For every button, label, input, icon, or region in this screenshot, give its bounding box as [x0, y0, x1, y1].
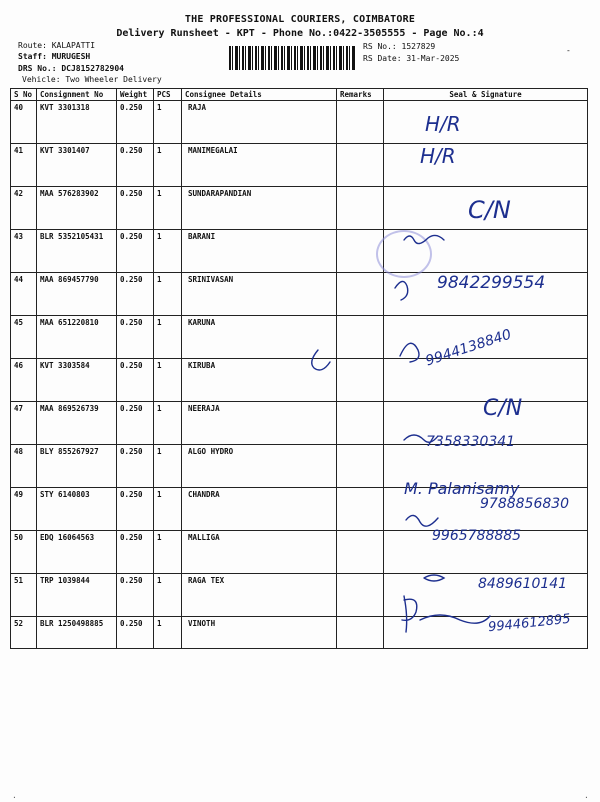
cell-pcs: 1 [154, 402, 182, 445]
rs-number: RS No.: 1527829 [363, 42, 436, 51]
cell-consignment-no: KVT 3303584 [37, 359, 117, 402]
cell-weight: 0.250 [117, 574, 154, 617]
cell-consignment-no: MAA 576283902 [37, 187, 117, 230]
cell-weight: 0.250 [117, 445, 154, 488]
cell-sno: 43 [11, 230, 37, 273]
cell-pcs: 1 [154, 359, 182, 402]
cell-consignee: KARUNA [182, 316, 337, 359]
cell-weight: 0.250 [117, 144, 154, 187]
signature-48 [404, 435, 438, 442]
cell-weight: 0.250 [117, 101, 154, 144]
cell-consignee: ALGO HYDRO [182, 445, 337, 488]
handwriting-name-49: M. Palanisamy [404, 479, 520, 498]
cell-weight: 0.250 [117, 187, 154, 230]
cell-sno: 49 [11, 488, 37, 531]
handwriting-phone-48: 7358330341 [426, 434, 516, 450]
handwriting-hr-41: H/R [420, 144, 456, 168]
col-weight: Weight [117, 89, 154, 101]
col-seal: Seal & Signature [384, 89, 588, 101]
signature-44 [395, 281, 408, 300]
handwriting-phone-46: 9944138840 [423, 326, 514, 370]
company-title: THE PROFESSIONAL COURIERS, COIMBATORE [184, 14, 416, 25]
corner-mark-right: · [584, 793, 589, 802]
cell-weight: 0.250 [117, 531, 154, 574]
col-pcs: PCS [154, 89, 182, 101]
cell-consignee: MANIMEGALAI [182, 144, 337, 187]
drs-number: DRS No.: DCJ8152782904 [18, 64, 124, 73]
mark-46 [312, 350, 330, 370]
signature-43 [404, 235, 444, 243]
cell-sno: 47 [11, 402, 37, 445]
cell-pcs: 1 [154, 273, 182, 316]
cell-sno: 48 [11, 445, 37, 488]
cell-sno: 46 [11, 359, 37, 402]
signature-52 [402, 596, 490, 632]
col-remarks: Remarks [337, 89, 384, 101]
handwriting-phone-51: 8489610141 [478, 576, 568, 592]
cell-sno: 44 [11, 273, 37, 316]
cell-consignment-no: BLR 1250498885 [37, 617, 117, 649]
handwriting-hr-40: H/R [425, 112, 461, 136]
cell-consignment-no: MAA 651220810 [37, 316, 117, 359]
cell-pcs: 1 [154, 187, 182, 230]
cell-consignee: RAGA TEX [182, 574, 337, 617]
header-dash: - [566, 46, 571, 55]
cell-consignment-no: EDQ 16064563 [37, 531, 117, 574]
route-label: Route: KALAPATTI [18, 41, 96, 50]
cell-pcs: 1 [154, 445, 182, 488]
cell-consignee: MALLIGA [182, 531, 337, 574]
handwriting-phone-52: 9944612895 [487, 611, 572, 636]
signature-50 [406, 515, 438, 526]
runsheet-subtitle: Delivery Runsheet - KPT - Phone No.:0422-3505555 - Page No.:4 [116, 28, 484, 39]
cell-sno: 41 [11, 144, 37, 187]
cell-consignment-no: KVT 3301318 [37, 101, 117, 144]
cell-weight: 0.250 [117, 273, 154, 316]
cell-sno: 51 [11, 574, 37, 617]
cell-consignee: BARANI [182, 230, 337, 273]
handwriting-cn-42: C/N [468, 196, 511, 224]
handwriting-phone-44: 9842299554 [437, 273, 546, 293]
cell-sno: 45 [11, 316, 37, 359]
cell-weight: 0.250 [117, 617, 154, 649]
cell-sno: 40 [11, 101, 37, 144]
cell-consignee: CHANDRA [182, 488, 337, 531]
vehicle-label: Vehicle: Two Wheeler Delivery [22, 75, 162, 84]
handwriting-cn-47: C/N [483, 396, 523, 421]
cell-consignment-no: MAA 869457790 [37, 273, 117, 316]
cell-pcs: 1 [154, 230, 182, 273]
col-consignment: Consignment No [37, 89, 117, 101]
cell-consignment-no: BLY 855267927 [37, 445, 117, 488]
cell-sno: 50 [11, 531, 37, 574]
cell-consignment-no: STY 6140803 [37, 488, 117, 531]
handwriting-phone-49: 9788856830 [480, 496, 570, 512]
signature-46 [400, 343, 419, 362]
cell-weight: 0.250 [117, 316, 154, 359]
cell-consignee: VINOTH [182, 617, 337, 649]
cell-weight: 0.250 [117, 359, 154, 402]
cell-consignment-no: KVT 3301407 [37, 144, 117, 187]
cell-pcs: 1 [154, 488, 182, 531]
cell-consignee: NEERAJA [182, 402, 337, 445]
cell-weight: 0.250 [117, 488, 154, 531]
cell-consignee: RAJA [182, 101, 337, 144]
cell-pcs: 1 [154, 144, 182, 187]
corner-mark-left: · [12, 793, 17, 802]
cell-pcs: 1 [154, 101, 182, 144]
handwriting-phone-50: 9965788885 [432, 528, 522, 544]
cell-consignee: SRINIVASAN [182, 273, 337, 316]
signature-51 [424, 575, 444, 581]
rs-date: RS Date: 31-Mar-2025 [363, 54, 460, 63]
cell-weight: 0.250 [117, 402, 154, 445]
staff-label: Staff: MURUGESH [18, 52, 91, 61]
cell-consignment-no: MAA 869526739 [37, 402, 117, 445]
cell-pcs: 1 [154, 316, 182, 359]
cell-pcs: 1 [154, 617, 182, 649]
cell-sno: 42 [11, 187, 37, 230]
col-consignee: Consignee Details [182, 89, 337, 101]
cell-weight: 0.250 [117, 230, 154, 273]
cell-sno: 52 [11, 617, 37, 649]
cell-pcs: 1 [154, 574, 182, 617]
cell-pcs: 1 [154, 531, 182, 574]
col-sno: S No [11, 89, 37, 101]
cell-consignee: KIRUBA [182, 359, 337, 402]
cell-consignee: SUNDARAPANDIAN [182, 187, 337, 230]
cell-consignment-no: TRP 1039844 [37, 574, 117, 617]
cell-consignment-no: BLR 5352105431 [37, 230, 117, 273]
